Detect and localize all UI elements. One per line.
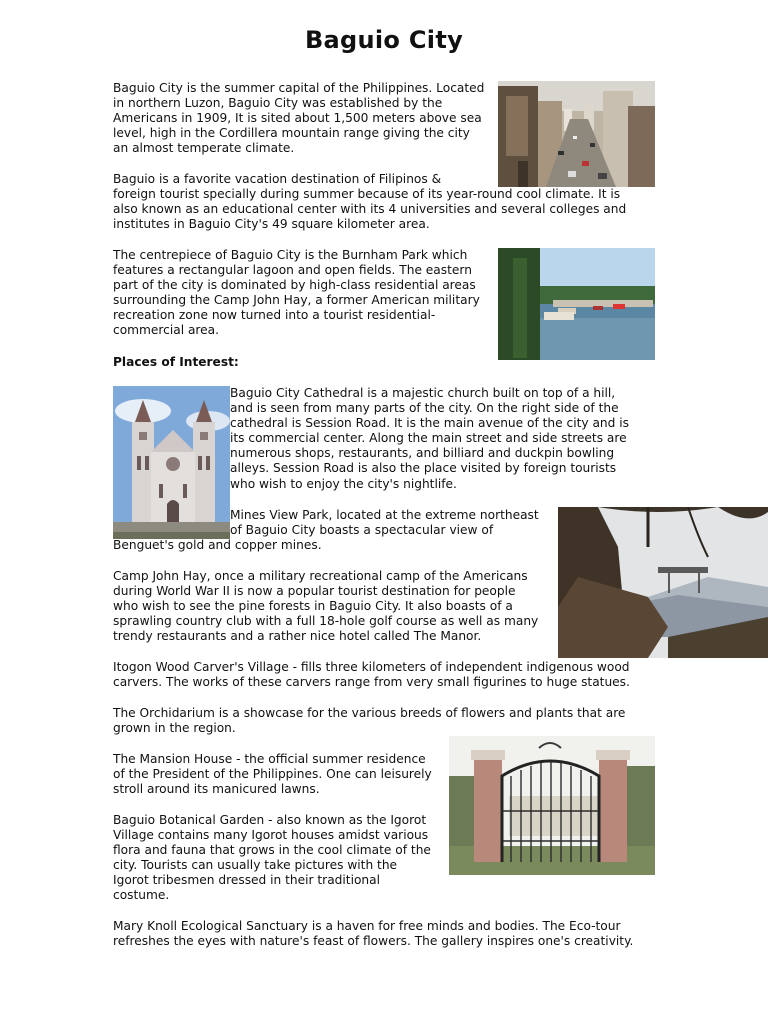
mines-view-photo xyxy=(558,507,768,658)
mines-view-paragraph-end: Benguet's gold and copper mines. xyxy=(113,538,322,552)
places-of-interest-heading: Places of Interest: xyxy=(113,355,239,369)
mansion-house-gate-photo xyxy=(449,736,655,875)
botanical-garden-paragraph: Baguio Botanical Garden - also known as the Igorot Village contains many Igorot houses amidst various flora and fauna that grows in the cool climate of the city. Tourists can usually take pictures with the Igorot tribesmen dressed in their traditional costume. xyxy=(113,813,431,903)
burnham-park-paragraph: The centrepiece of Baguio City is the Burnham Park which features a rectangular lagoon and open fields. The eastern part of the city is dominated by high-class residential areas surrounding the Camp John Hay, a former American military recreation zone now turned into a tourist residential- commercial area. xyxy=(113,248,480,338)
mansion-house-paragraph: The Mansion House - the official summer residence of the President of the Philippines. One can leisurely stroll around its manicured lawns. xyxy=(113,752,432,797)
cathedral-paragraph: Baguio City Cathedral is a majestic church built on top of a hill, and is seen from many parts of the city. On the right side of the cathedral is Session Road. It is the main avenue of the city and is its commercial center. Along the main street and side streets are numerous shops, restaurants, and billiard and duckpin bowling alleys. Session Road is also the place visited by foreign tourists who wish to enjoy the city's nightlife. xyxy=(230,386,630,491)
vacation-paragraph: Baguio is a favorite vacation destination of Filipinos & foreign tourist specially during summer because of its year-round cool climate. It is also known as an educational center with its 4 universities and several colleges and institutes in Baguio City's 49 square kilometer area. xyxy=(113,172,627,232)
itogon-paragraph: Itogon Wood Carver's Village - fills three kilometers of independent indigenous wood carvers. The works of these carvers range from very small figurines to huge statues. xyxy=(113,660,630,690)
orchidarium-paragraph: The Orchidarium is a showcase for the various breeds of flowers and plants that are grown in the region. xyxy=(113,706,626,736)
mary-knoll-paragraph: Mary Knoll Ecological Sanctuary is a haven for free minds and bodies. The Eco-tour refreshes the eyes with nature's feast of flowers. The gallery inspires one's creativity. xyxy=(113,919,634,949)
camp-john-hay-paragraph: Camp John Hay, once a military recreational camp of the Americans during World War II is now a popular tourist destination for people who wish to see the pine forests in Baguio City. It also boasts of a sprawling country club with a full 18-hole golf course as well as many trendy restaurants and a rather nice hotel called The Manor. xyxy=(113,569,539,644)
page-title: Baguio City xyxy=(304,26,464,54)
cathedral-photo xyxy=(113,386,230,539)
intro-paragraph: Baguio City is the summer capital of the Philippines. Located in northern Luzon, Baguio City was established by the Americans in 1909, It is sited about 1,500 meters above sea level, high in the Cordillera mountain range giving the city an almost temperate climate. xyxy=(113,81,485,156)
burnham-park-photo xyxy=(498,248,655,360)
mines-view-paragraph: Mines View Park, located at the extreme northeast of Baguio City boasts a spectacular view of xyxy=(230,508,539,538)
